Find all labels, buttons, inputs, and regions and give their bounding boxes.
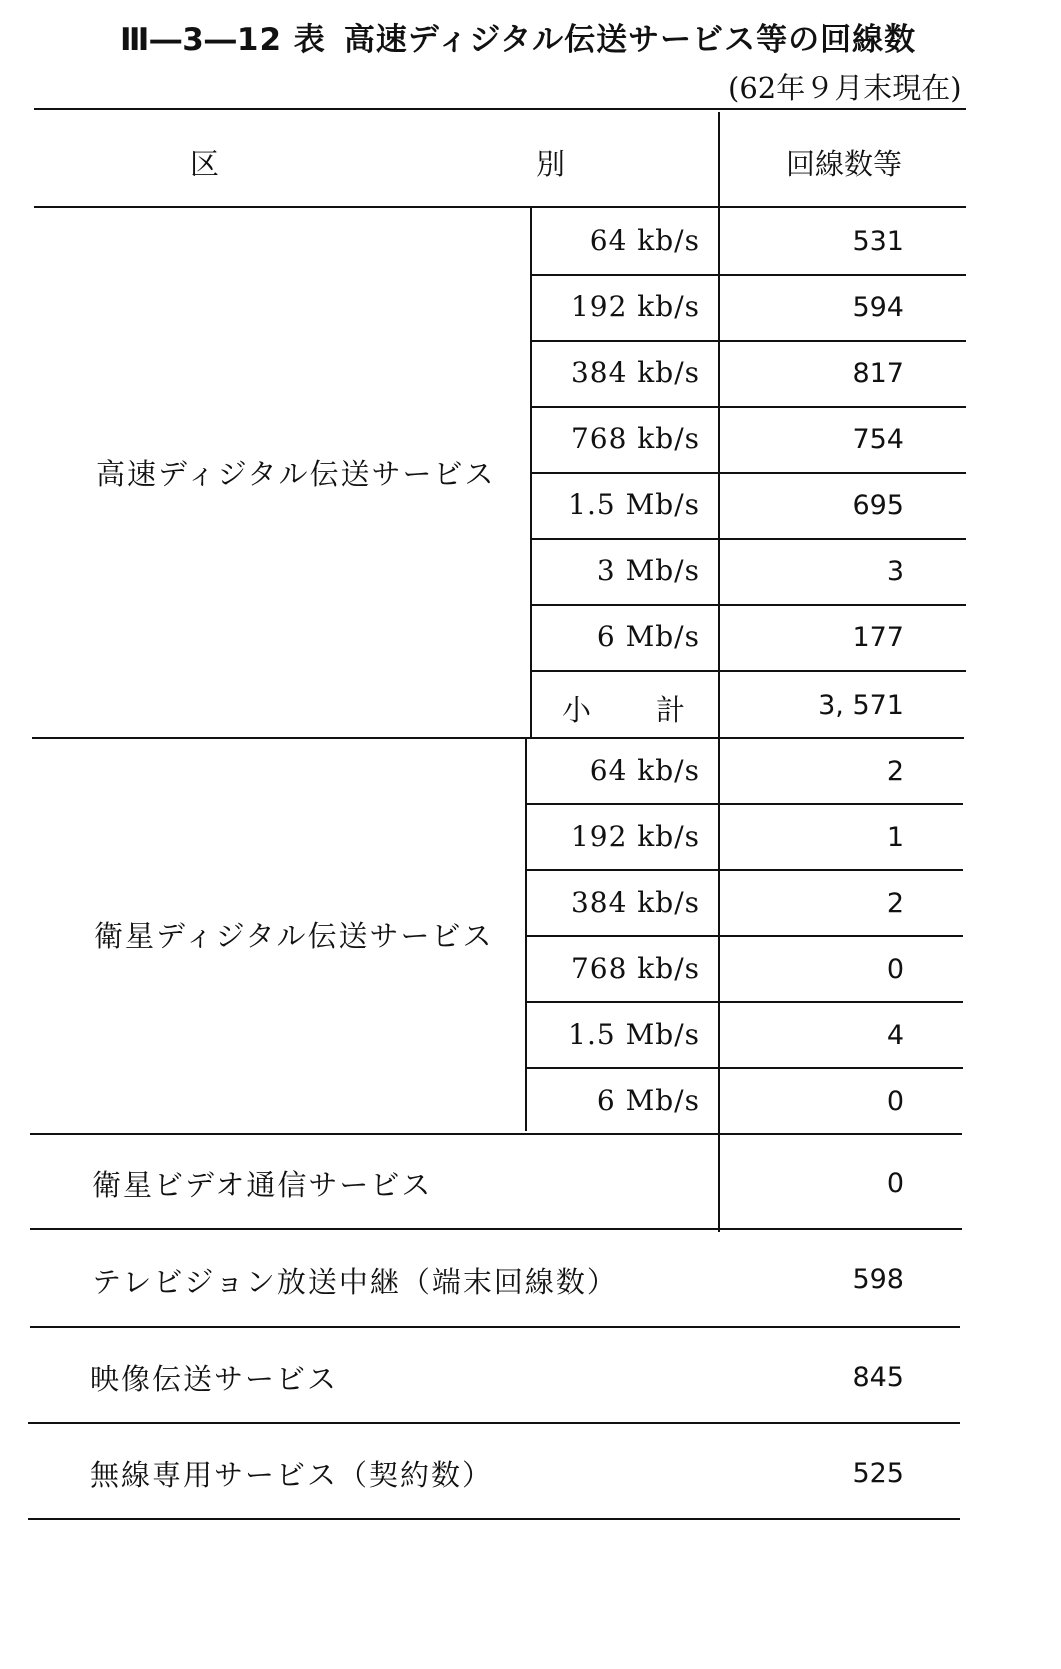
count-value: 695 <box>852 490 904 521</box>
subtotal-label-left: 小 <box>562 693 592 727</box>
group-name-satellite-digital: 衛星ディジタル伝送サービス <box>94 919 494 953</box>
count-value: 594 <box>852 292 904 323</box>
row-rule <box>530 472 966 474</box>
row-rule <box>530 538 966 540</box>
rate-label: 384 kb/s <box>570 356 700 389</box>
row-name-satellite-video: 衛星ビデオ通信サービス <box>92 1168 433 1202</box>
count-value: 531 <box>852 226 904 257</box>
row-rule <box>525 869 963 871</box>
count-value: 754 <box>852 424 904 455</box>
group-separator-rule <box>32 737 964 739</box>
row-rule <box>525 935 963 937</box>
table-title-text: 高速ディジタル伝送サービス等の回線数 <box>343 22 917 58</box>
rate-label: 6 Mb/s <box>596 1084 700 1117</box>
subtotal-count: 3, 571 <box>818 690 904 721</box>
table-number: Ⅲ―3―12 表 <box>120 22 326 58</box>
header-category-right: 別 <box>536 147 566 181</box>
count-value: 817 <box>852 358 904 389</box>
rate-label: 768 kb/s <box>570 422 700 455</box>
row-rule <box>525 1067 963 1069</box>
rate-label: 1.5 Mb/s <box>568 488 700 521</box>
count-value: 2 <box>886 756 904 787</box>
rate-label: 1.5 Mb/s <box>568 1018 700 1051</box>
table-title <box>120 14 916 59</box>
count-value: 598 <box>852 1264 904 1295</box>
count-value: 0 <box>886 1168 904 1199</box>
row-rule <box>525 803 963 805</box>
section-rule <box>28 1422 960 1424</box>
count-value: 2 <box>886 888 904 919</box>
rate-label: 384 kb/s <box>570 886 700 919</box>
rate-label: 192 kb/s <box>570 820 700 853</box>
header-bottom-rule <box>34 206 966 208</box>
section-rule <box>30 1228 962 1230</box>
rate-label: 3 Mb/s <box>596 554 700 587</box>
count-value: 0 <box>886 954 904 985</box>
rate-label: 768 kb/s <box>570 952 700 985</box>
rate-label: 6 Mb/s <box>596 620 700 653</box>
section-rule <box>30 1326 960 1328</box>
row-rule <box>525 1001 963 1003</box>
rate-label: 192 kb/s <box>570 290 700 323</box>
row-rule <box>530 604 966 606</box>
row-rule <box>530 340 966 342</box>
row-rule <box>530 670 966 672</box>
row-rule <box>530 406 966 408</box>
as-of-date: (62年９月末現在) <box>728 71 962 105</box>
group-name-high-speed-digital: 高速ディジタル伝送サービス <box>96 457 496 491</box>
count-value: 845 <box>852 1362 904 1393</box>
table-bottom-rule <box>28 1518 960 1520</box>
count-value: 525 <box>852 1458 904 1489</box>
header-count: 回線数等 <box>786 147 903 181</box>
subtotal-label-right: 計 <box>656 693 686 727</box>
count-value: 177 <box>852 622 904 653</box>
count-value: 0 <box>886 1086 904 1117</box>
row-name-tv-relay: テレビジョン放送中継（端末回線数） <box>92 1265 618 1299</box>
count-column-divider <box>718 112 720 1232</box>
count-value: 1 <box>886 822 904 853</box>
row-name-radio-dedicated: 無線専用サービス（契約数） <box>90 1458 494 1492</box>
rate-label: 64 kb/s <box>589 224 700 257</box>
count-value: 4 <box>886 1020 904 1051</box>
count-value: 3 <box>886 556 904 587</box>
row-rule <box>530 274 966 276</box>
rate-label: 64 kb/s <box>589 754 700 787</box>
table-top-rule <box>34 108 966 110</box>
section-rule <box>30 1133 962 1135</box>
header-category-left: 区 <box>190 147 220 181</box>
row-name-video-transmission: 映像伝送サービス <box>90 1362 339 1396</box>
